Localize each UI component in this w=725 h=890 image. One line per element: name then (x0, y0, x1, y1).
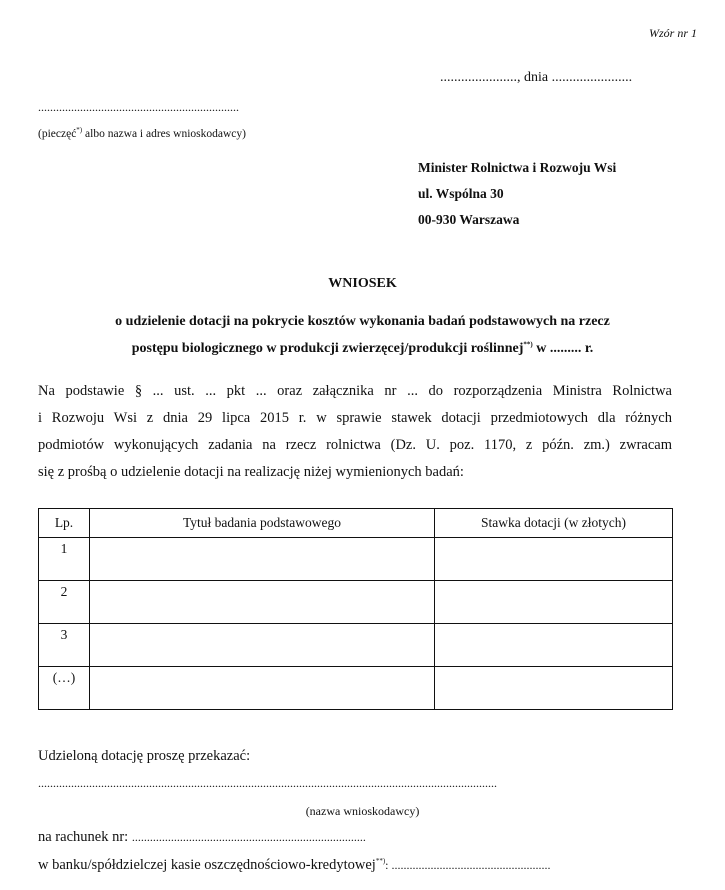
account-number-dots[interactable]: .............................................................................. (131, 830, 366, 844)
account-line (38, 829, 366, 846)
row-lp: 3 (39, 624, 90, 667)
footnote-marker: **) (375, 857, 386, 866)
recipient-line-2: ul. Wspólna 30 (418, 186, 504, 201)
applicant-name-dots[interactable]: ......................................................................................................................................................... (38, 776, 497, 790)
seal-caption (38, 128, 246, 140)
intro-line-3: podmiotów wykonujących zadania na rzecz rolnictwa (Dz. U. poz. 1170, z późn. zm.) zwracam (38, 437, 672, 453)
bank-line (38, 857, 551, 874)
applicant-dots: ................................................................... (38, 100, 239, 114)
seal-caption-text-2: albo nazwa i adres wnioskodawcy) (82, 128, 246, 140)
table-header-row (39, 509, 673, 538)
recipient-line-1: Minister Rolnictwa i Rozwoju Wsi (418, 160, 617, 175)
row-rate-cell[interactable] (435, 538, 673, 581)
bank-label: w banku/spółdzielczej kasie oszczędnościowo-kredytowej (38, 857, 376, 873)
col-header-lp: Lp. (39, 509, 90, 538)
table-row (39, 667, 673, 710)
row-rate-cell[interactable] (435, 624, 673, 667)
intro-line-2: i Rozwoju Wsi z dnia 29 lipca 2015 r. w sprawie stawek dotacji przedmiotowych dla różnych (38, 410, 672, 426)
col-header-rate: Stawka dotacji (w złotych) (435, 509, 673, 538)
row-rate-cell[interactable] (435, 667, 673, 710)
subtitle-text: postępu biologicznego w produkcji zwierzęcej/produkcji roślinnej (131, 341, 524, 356)
row-rate-cell[interactable] (435, 581, 673, 624)
footnote-marker: *) (76, 126, 83, 135)
document-subtitle-1: o udzielenie dotacji na pokrycie kosztów wykonania badań podstawowych na rzecz (115, 314, 610, 329)
row-title-cell[interactable] (90, 667, 435, 710)
document-subtitle-2 (0, 341, 725, 357)
row-title-cell[interactable] (90, 624, 435, 667)
table-row (39, 538, 673, 581)
applicant-name-caption: (nazwa wnioskodawcy) (305, 804, 420, 818)
footnote-marker: **) (523, 340, 533, 349)
row-lp: 1 (39, 538, 90, 581)
recipient-line-3: 00-930 Warszawa (418, 212, 520, 227)
grants-table (38, 508, 673, 710)
subtitle-year: w ......... r. (532, 341, 594, 356)
seal-caption-text: (pieczęć (38, 128, 77, 140)
form-number: Wzór nr 1 (648, 26, 697, 40)
bank-name-dots[interactable]: : ..................................................... (385, 858, 551, 872)
account-label: na rachunek nr: (38, 829, 132, 845)
place-date-line: ......................, dnia ....................... (440, 70, 633, 85)
col-header-title: Tytuł badania podstawowego (90, 509, 435, 538)
table-row (39, 624, 673, 667)
row-title-cell[interactable] (90, 538, 435, 581)
payment-intro: Udzieloną dotację proszę przekazać: (38, 748, 251, 764)
intro-line-1: Na podstawie § ... ust. ... pkt ... oraz załącznika nr ... do rozporządzenia Ministra Rolnictwa (38, 383, 672, 399)
row-lp: (…) (39, 667, 90, 710)
row-lp: 2 (39, 581, 90, 624)
row-title-cell[interactable] (90, 581, 435, 624)
intro-paragraph (38, 378, 672, 486)
table-row (39, 581, 673, 624)
intro-line-4: się z prośbą o udzielenie dotacji na realizację niżej wymienionych badań: (38, 464, 464, 480)
document-title: WNIOSEK (328, 276, 397, 291)
